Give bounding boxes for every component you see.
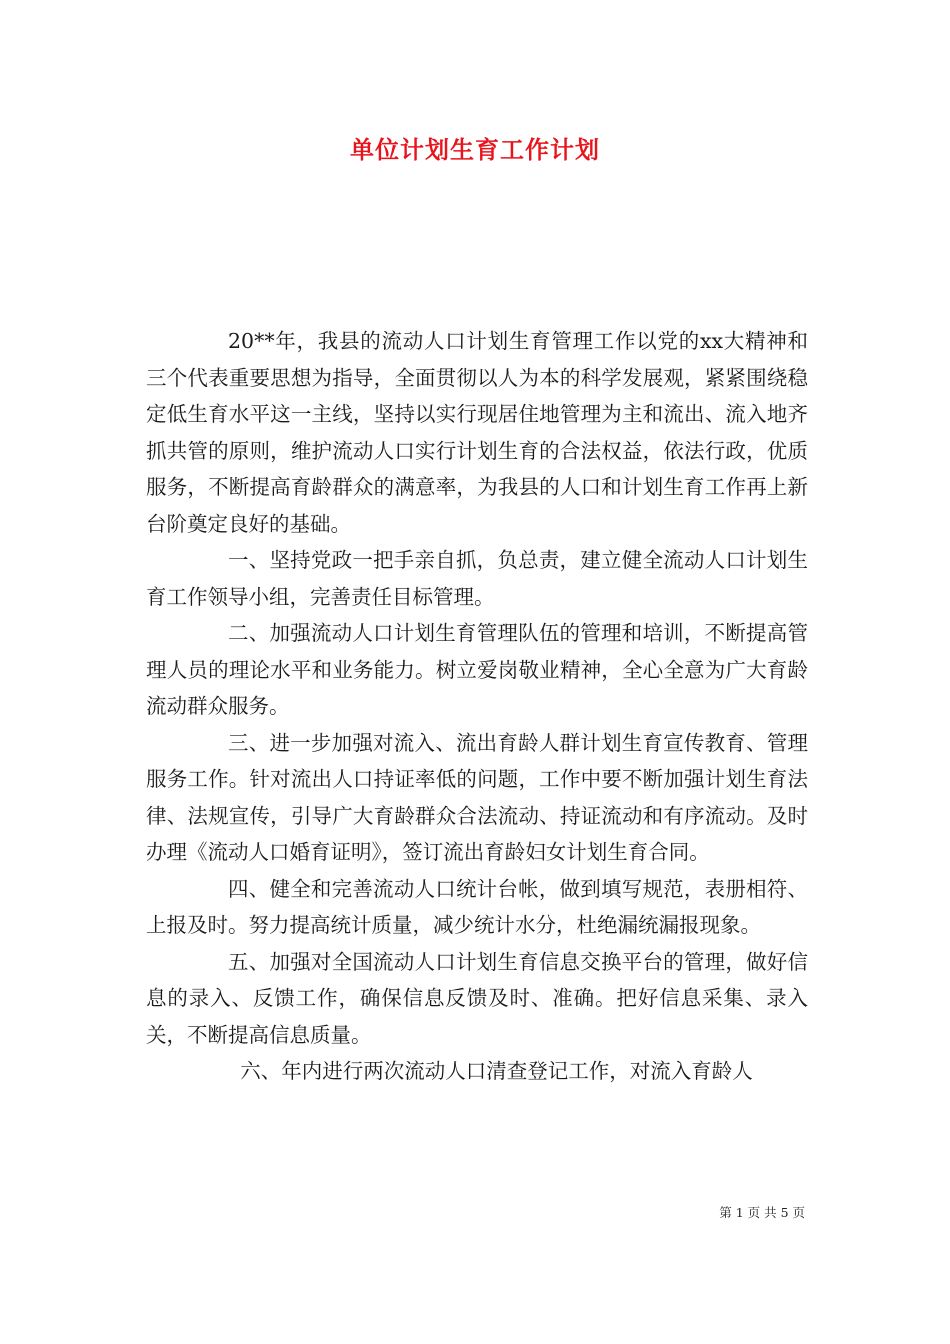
- paragraph-item-1: 一、坚持党政一把手亲自抓，负总责，建立健全流动人口计划生育工作领导小组，完善责任目标管理。: [146, 548, 808, 609]
- paragraph-item-4: 四、健全和完善流动人口统计台帐，做到填写规范，表册相符、上报及时。努力提高统计质量，减少统计水分，杜绝漏统漏报现象。: [146, 876, 808, 937]
- paragraph-item-6: 六、年内进行两次流动人口清查登记工作，对流入育龄人: [240, 1059, 753, 1083]
- paragraph-intro: 20**年，我县的流动人口计划生育管理工作以党的xx大精神和三个代表重要思想为指导，全面贯彻以人为本的科学发展观，紧紧围绕稳定低生育水平这一主线，坚持以实行现居住地管理为主和流出、流入地齐抓共管的原则，维护流动人口实行计划生育的合法权益，依法行政，优质服务，不断提高育龄群众的满意率，为我县的人口和计划生育工作再上新台阶奠定良好的基础。: [146, 329, 808, 536]
- paragraph-item-3: 三、进一步加强对流入、流出育龄人群计划生育宣传教育、管理服务工作。针对流出人口持证率低的问题，工作中要不断加强计划生育法律、法规宣传，引导广大育龄群众合法流动、持证流动和有序流动。及时办理《流动人口婚育证明》，签订流出育龄妇女计划生育合同。: [146, 730, 808, 864]
- document-body: [146, 323, 808, 1090]
- page-number-footer: 第 1 页 共 5 页: [719, 1205, 805, 1220]
- paragraph-item-5: 五、加强对全国流动人口计划生育信息交换平台的管理，做好信息的录入、反馈工作，确保信息反馈及时、准确。把好信息采集、录入关，不断提高信息质量。: [146, 949, 808, 1047]
- paragraph-item-2: 二、加强流动人口计划生育管理队伍的管理和培训，不断提高管理人员的理论水平和业务能力。树立爱岗敬业精神，全心全意为广大育龄流动群众服务。: [146, 621, 808, 718]
- document-title: 单位计划生育工作计划: [350, 136, 600, 164]
